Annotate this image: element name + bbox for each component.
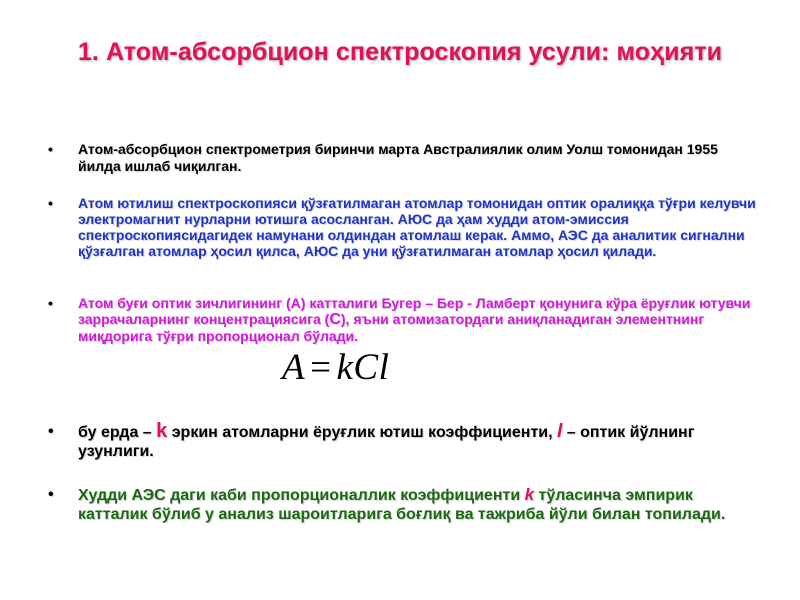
k-symbol: k [156,420,168,442]
formula-rhs: kCl [336,347,390,388]
k-symbol: k [524,485,535,504]
bullet-formula-explanation [48,422,760,461]
bullet-text-before: Худди АЭС даги каби пропорционаллик коэффициенти [78,487,525,504]
bullet-marker: • [48,486,54,503]
bullet-text-after: тўласинча эмпирик катталик бўлиб у анализ шароитларига боғлиқ ва тажриба йўли билан топилади. [78,487,726,523]
bullet-walsh-history [48,141,760,175]
beer-lambert-formula [282,346,389,389]
concentration-symbol: С [329,311,341,328]
bullet-text: Атом ютилиш спектроскопияси қўзғатилмаган атомлар томонидан оптик оралиққа тўғри келувчи электромагнит нурларни ютишга асосланган. АЮС да ҳам худди атом-эмиссия спектроскопиясидагидек намунани олдиндан атомлаш керак. Аммо, АЭС да аналитик сигнални қўзғалган атомлар ҳосил қилса, АЮС да уни қўзғатилмаган атомлар ҳосил қилади. [78,195,756,259]
bullet-text-middle: эркин атомларни ёруғлик ютиш коэффициенти, [167,424,557,441]
formula-equals: = [310,347,332,388]
bullet-aas-principle [48,195,760,259]
slide-title: 1. Атом-абсорбцион спектроскопия усули: моҳияти [77,38,723,66]
l-symbol: l [557,421,563,442]
bullet-text-after: ), яъни атомизатордаги аниқланадиган элементнинг миқдорига тўғри пропорционал бўлади. [78,311,705,344]
bullet-beer-lambert-law [48,295,760,344]
bullet-text: Атом-абсорбцион спектрометрия биринчи марта Австралиялик олим Уолш томонидан 1955 йилда ишлаб чиқилган. [78,141,718,174]
bullet-text-before: Атом буғи оптик зичлигининг (А) катталиги Бугер – Бер - Ламберт қонунига кўра ёруғлик ютувчи заррачаларнинг концентрациясига ( [78,295,751,327]
bullet-marker: • [48,195,53,211]
formula-lhs: A [282,347,306,388]
bullet-text [78,485,760,524]
bullet-marker: • [48,295,53,311]
bullet-text [78,295,760,344]
bullet-marker: • [48,141,53,157]
bullet-text-after: – оптик йўлнинг узунлиги. [78,424,695,460]
bullet-empirical-coefficient [48,485,760,524]
bullet-text [78,422,760,461]
bullet-text-before: бу ерда – [78,424,157,441]
bullet-marker: • [48,423,54,440]
